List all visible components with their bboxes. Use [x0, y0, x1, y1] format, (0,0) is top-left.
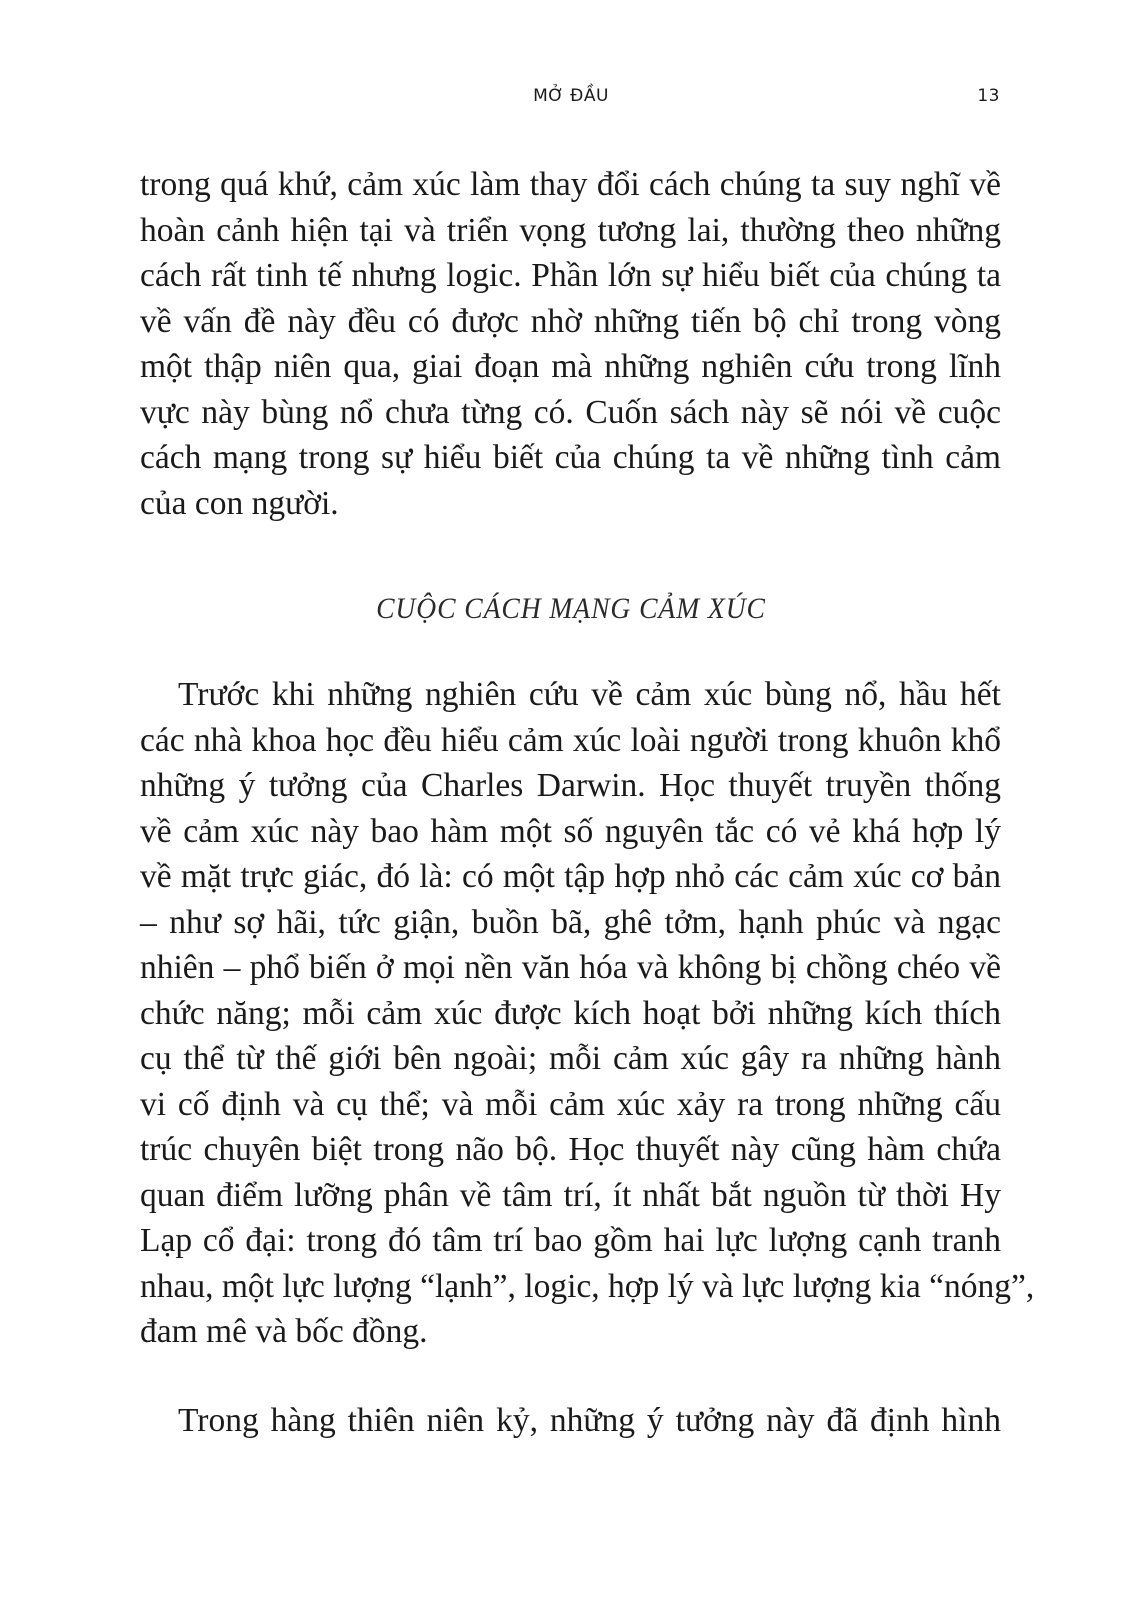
text-line: quan điểm lưỡng phân về tâm trí, ít nhất bắt nguồn từ thời Hy	[140, 1176, 1001, 1214]
text-line: về vấn đề này đều có được nhờ những tiến bộ chỉ trong vòng	[140, 302, 1001, 340]
text-line: nhiên – phổ biến ở mọi nền văn hóa và không bị chồng chéo về	[140, 949, 1001, 986]
section-heading: CUỘC CÁCH MẠNG CẢM XÚC	[376, 592, 766, 625]
text-line: đam mê và bốc đồng.	[140, 1313, 428, 1350]
text-line: vực này bùng nổ chưa từng có. Cuốn sách này sẽ nói về cuộc	[140, 393, 1001, 431]
text-line: cách rất tinh tế nhưng logic. Phần lớn sự hiểu biết của chúng ta	[140, 257, 1001, 294]
text-line: nhau, một lực lượng “lạnh”, logic, hợp lý và lực lượng kia “nóng”,	[140, 1267, 1035, 1305]
text-line: Lạp cổ đại: trong đó tâm trí bao gồm hai lực lượng cạnh tranh	[140, 1222, 1001, 1259]
paragraph-millennia	[140, 1398, 1001, 1444]
text-line: – như sợ hãi, tức giận, buồn bã, ghê tởm, hạnh phúc và ngạc	[140, 903, 1001, 941]
text-line: chức năng; mỗi cảm xúc được kích hoạt bởi những kích thích	[140, 994, 1001, 1032]
page-number: 13	[977, 86, 1000, 106]
text-line: vi cố định và cụ thể; và mỗi cảm xúc xảy ra trong những cấu	[140, 1085, 1001, 1123]
text-line: cách mạng trong sự hiểu biết của chúng ta về những tình cảm	[140, 439, 1001, 476]
text-line: về cảm xúc này bao hàm một số nguyên tắc có vẻ khá hợp lý	[140, 812, 1001, 850]
text-line: của con người.	[140, 484, 339, 522]
text-line: những ý tưởng của Charles Darwin. Học thuyết truyền thống	[140, 767, 1001, 804]
text-line: về mặt trực giác, đó là: có một tập hợp nhỏ các cảm xúc cơ bản	[140, 858, 1001, 895]
text-line: các nhà khoa học đều hiểu cảm xúc loài người trong khuôn khổ	[140, 721, 1001, 759]
text-line: Trước khi những nghiên cứu về cảm xúc bùng nổ, hầu hết	[178, 676, 1001, 713]
text-line: hoàn cảnh hiện tại và triển vọng tương lai, thường theo những	[140, 211, 1001, 249]
text-line: cụ thể từ thế giới bên ngoài; mỗi cảm xúc gây ra những hành	[140, 1040, 1001, 1077]
paragraph-darwin-theory	[140, 672, 1035, 1355]
text-line: một thập niên qua, giai đoạn mà những nghiên cứu trong lĩnh	[140, 348, 1001, 385]
text-line: Trong hàng thiên niên kỷ, những ý tưởng này đã định hình	[178, 1402, 1001, 1439]
text-line: trúc chuyên biệt trong não bộ. Học thuyết này cũng hàm chứa	[140, 1131, 1001, 1168]
running-header	[0, 86, 1142, 116]
paragraph-continuation	[140, 162, 1001, 526]
chapter-title: MỞ ĐẦU	[533, 86, 609, 106]
text-line: trong quá khứ, cảm xúc làm thay đổi cách chúng ta suy nghĩ về	[140, 166, 1001, 203]
